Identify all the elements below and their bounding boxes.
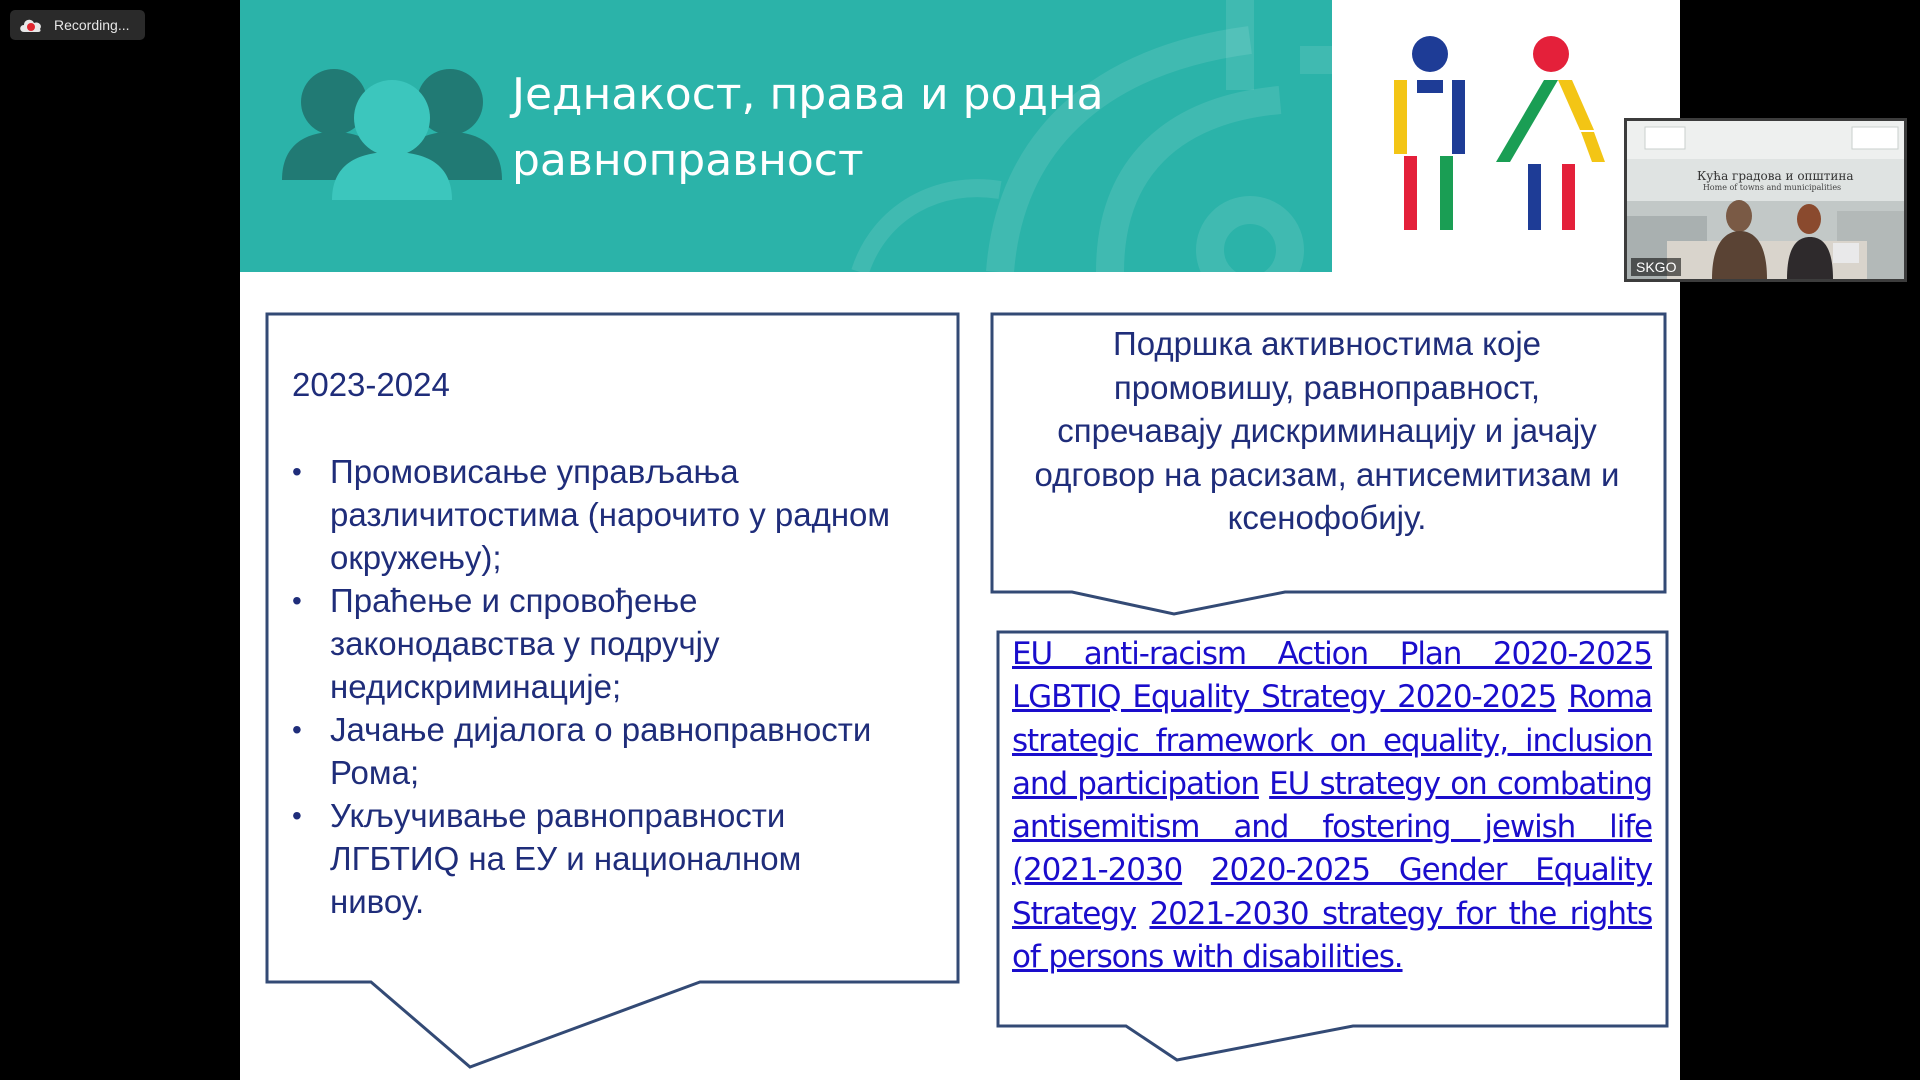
list-item: [292, 579, 952, 708]
slide-title-line-1: Једнакост, права и родна: [512, 69, 1104, 120]
link-gender-equality-strategy[interactable]: 2020-2025 Gender Equality Strategy: [1012, 852, 1652, 932]
eu-strategy-links: [1012, 633, 1652, 979]
presentation-slide: [240, 0, 1680, 1080]
list-item-line: Јачање дијалога о равноправности: [330, 711, 872, 748]
link-antisemitism-strategy[interactable]: EU strategy on combating antisemitism and fostering jewish life (2021-2030: [1012, 765, 1652, 889]
webcam-video-frame: [1627, 121, 1904, 279]
list-item-line: Промовисање управљања: [330, 453, 739, 490]
participant-name: SKGO: [1631, 258, 1681, 276]
support-statement-line: ксенофобију.: [1227, 499, 1427, 536]
support-statement-line: спречавају дискриминацију и јачају: [1057, 412, 1597, 449]
list-item: [292, 794, 952, 923]
link-lgbtiq-equality-strategy[interactable]: LGBTIQ Equality Strategy 2020-2025: [1012, 679, 1557, 716]
link-anti-racism-action-plan[interactable]: EU anti-racism Action Plan 2020-2025: [1012, 636, 1652, 672]
support-statement-line: одговор на расизам, антисемитизам и: [1034, 455, 1620, 493]
list-item-line: различитостима (нарочито у радном: [330, 496, 891, 533]
priorities-list: [292, 450, 952, 923]
webcam-sign-subtext: Home of towns and municipalities: [1702, 183, 1842, 192]
bullet: •: [292, 800, 302, 831]
support-statement-line: Подршка активностима које: [1112, 325, 1542, 362]
support-statement: [1002, 322, 1652, 540]
list-item-line: недискриминације;: [330, 668, 622, 705]
list-item-line: ЛГБТИQ на ЕУ и националном: [330, 840, 802, 877]
link-roma-strategic-framework[interactable]: Roma strategic framework on equality, inclusion and participation: [1012, 679, 1652, 802]
list-item-line: Праћење и спровођење: [330, 582, 698, 619]
list-item: [292, 708, 952, 794]
slide-title-line-2: равноправност: [512, 135, 864, 186]
recording-indicator[interactable]: [10, 10, 145, 40]
recording-label: Recording...: [54, 17, 130, 33]
cloud-record-icon: [18, 16, 44, 34]
bullet: •: [292, 714, 302, 745]
list-item-line: Рома;: [330, 754, 420, 791]
support-statement-line: промовишу, равноправност,: [1113, 368, 1541, 406]
years-label: 2023-2024: [292, 366, 450, 403]
list-item-line: окружењу);: [330, 539, 502, 576]
left-callout-content: [292, 366, 952, 923]
list-item-line: нивоу.: [330, 883, 425, 920]
list-item-line: Укључивање равноправности: [330, 797, 786, 834]
webcam-sign-text: Кућа градова и општина: [1697, 169, 1854, 183]
list-item: [292, 450, 952, 579]
bullet: •: [292, 585, 302, 616]
link-disability-rights-strategy[interactable]: 2021-2030 strategy for the rights of persons with disabilities.: [1012, 895, 1652, 976]
participant-video-tile[interactable]: [1624, 118, 1907, 282]
list-item-line: законодавства у подручју: [330, 625, 720, 662]
bullet: •: [292, 456, 302, 487]
